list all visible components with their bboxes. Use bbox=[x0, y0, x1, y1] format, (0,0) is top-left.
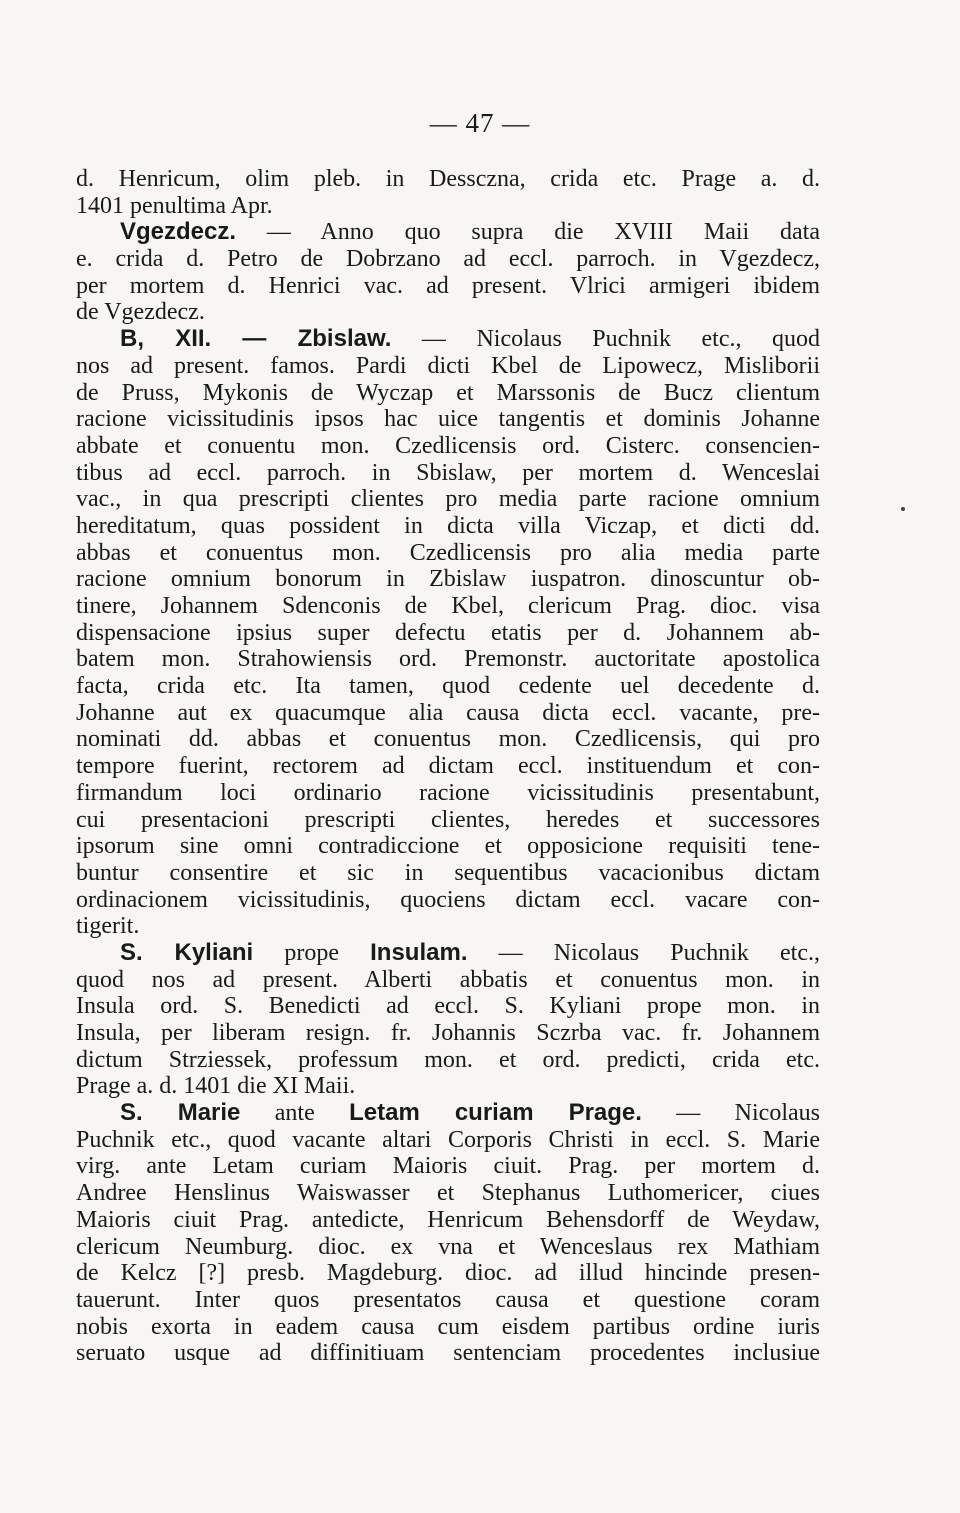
text-line bbox=[76, 807, 820, 834]
text-line bbox=[76, 700, 820, 727]
text-line bbox=[76, 1260, 820, 1287]
text-line bbox=[76, 1100, 820, 1127]
line-text: vac., in qua prescripti clientes pro media parte racione omnium bbox=[76, 486, 820, 513]
text-line bbox=[76, 540, 820, 567]
line-text: — Nicolaus Puchnik etc., quod bbox=[391, 326, 820, 353]
text-line bbox=[76, 273, 820, 300]
text-line bbox=[76, 1020, 820, 1047]
text-line bbox=[76, 246, 820, 273]
text-line bbox=[76, 967, 820, 994]
line-text: — Anno quo supra die XVIII Maii data bbox=[236, 219, 820, 246]
line-text: de Vgezdecz. bbox=[76, 299, 205, 326]
line-text: ante bbox=[240, 1100, 350, 1127]
line-text: d. Henricum, olim pleb. in Dessczna, crida etc. Prage a. d. bbox=[76, 166, 820, 192]
line-text: Insula ord. S. Benedicti ad eccl. S. Kyliani prope mon. in bbox=[76, 993, 820, 1020]
entry-heading: B, XII. — Zbislaw. bbox=[120, 326, 392, 353]
text-line bbox=[76, 1127, 820, 1154]
line-text: — Nicolaus Puchnik etc., bbox=[467, 939, 820, 966]
line-text: tempore fuerint, rectorem ad dictam eccl. instituendum et con- bbox=[76, 753, 820, 780]
text-line bbox=[76, 299, 820, 326]
text-line bbox=[76, 646, 820, 673]
line-text: nobis exorta in eadem causa cum eisdem partibus ordine iuris bbox=[76, 1313, 820, 1340]
line-text: prope bbox=[253, 939, 371, 966]
text-line bbox=[76, 193, 820, 220]
line-text: firmandum loci ordinario racione vicissitudinis presentabunt, bbox=[76, 779, 820, 806]
line-text: nominati dd. abbas et conuentus mon. Czedlicensis, qui pro bbox=[76, 726, 820, 753]
line-text: tauerunt. Inter quos presentatos causa et questione coram bbox=[76, 1286, 820, 1313]
text-line bbox=[76, 353, 820, 380]
line-text: facta, crida etc. Ita tamen, quod cedente uel decedente d. bbox=[76, 673, 820, 700]
text-line bbox=[76, 166, 820, 193]
line-text: dispensacione ipsius super defectu etatis per d. Johannem ab- bbox=[76, 619, 820, 646]
text-line bbox=[76, 1287, 820, 1314]
line-text: abbate et conuentu mon. Czedlicensis ord. Cisterc. consencien- bbox=[76, 432, 820, 459]
line-text: buntur consentire et sic in sequentibus vacacionibus dictam bbox=[76, 859, 820, 886]
line-text: Prage a. d. 1401 die XI Maii. bbox=[76, 1073, 356, 1100]
line-text: nos ad present. famos. Pardi dicti Kbel de Lipowecz, Misliborii bbox=[76, 352, 820, 379]
line-text: de Kelcz [?] presb. Magdeburg. dioc. ad illud hincinde presen- bbox=[76, 1260, 820, 1287]
body-text bbox=[76, 166, 820, 1367]
line-text: per mortem d. Henrici vac. ad present. Vlrici armigeri ibidem bbox=[76, 272, 820, 299]
line-text: — Nicolaus bbox=[641, 1100, 820, 1127]
text-line bbox=[76, 1340, 820, 1367]
text-line bbox=[76, 620, 820, 647]
line-text: cui presentacioni prescripti clientes, heredes et successores bbox=[76, 806, 820, 833]
line-text: e. crida d. Petro de Dobrzano ad eccl. parroch. in Vgezdecz, bbox=[76, 246, 820, 273]
line-text: de Pruss, Mykonis de Wyczap et Marssonis de Bucz clientum bbox=[76, 379, 820, 406]
text-line bbox=[76, 380, 820, 407]
text-line bbox=[76, 1180, 820, 1207]
line-text: dictum Strziessek, professum mon. et ord. predicti, crida etc. bbox=[76, 1046, 820, 1073]
text-line bbox=[76, 673, 820, 700]
entry-heading: S. Marie bbox=[120, 1100, 241, 1127]
line-text: ipsorum sine omni contradiccione et opposicione requisiti tene- bbox=[76, 833, 820, 860]
line-text: Johanne aut ex quacumque alia causa dicta eccl. vacante, pre- bbox=[76, 699, 820, 726]
text-line bbox=[76, 406, 820, 433]
text-line bbox=[76, 1207, 820, 1234]
text-line bbox=[76, 833, 820, 860]
entry-heading: Insulam. bbox=[370, 939, 468, 966]
line-text: ordinacionem vicissitudinis, quociens dictam eccl. vacare con- bbox=[76, 886, 820, 913]
line-text: virg. ante Letam curiam Maioris ciuit. Prag. per mortem d. bbox=[76, 1153, 820, 1180]
line-text: abbas et conuentus mon. Czedlicensis pro alia media parte bbox=[76, 539, 820, 566]
text-line bbox=[76, 326, 820, 353]
text-line bbox=[76, 433, 820, 460]
text-line bbox=[76, 1073, 820, 1100]
line-text: Andree Henslinus Waiswasser et Stephanus Luthomericer, ciues bbox=[76, 1180, 820, 1207]
text-line bbox=[76, 566, 820, 593]
line-text: tinere, Johannem Sdenconis de Kbel, clericum Prag. dioc. visa bbox=[76, 593, 820, 619]
text-line bbox=[76, 593, 820, 620]
line-text: Maioris ciuit Prag. antedicte, Henricum Behensdorff de Weydaw, bbox=[76, 1206, 820, 1233]
text-line bbox=[76, 486, 820, 513]
line-text: hereditatum, quas possident in dicta villa Viczap, et dicti dd. bbox=[76, 512, 820, 539]
line-text: seruato usque ad diffinitiuam sentenciam procedentes inclusiue bbox=[76, 1340, 820, 1367]
text-line bbox=[76, 1234, 820, 1261]
line-text: Puchnik etc., quod vacante altari Corporis Christi in eccl. S. Marie bbox=[76, 1126, 820, 1153]
text-line bbox=[76, 860, 820, 887]
entry-heading: S. Kyliani bbox=[120, 939, 254, 966]
text-line bbox=[76, 887, 820, 914]
text-line bbox=[76, 219, 820, 246]
line-text: tigerit. bbox=[76, 913, 140, 940]
line-text: tibus ad eccl. parroch. in Sbislaw, per mortem d. Wenceslai bbox=[76, 459, 820, 486]
line-text: batem mon. Strahowiensis ord. Premonstr. auctoritate apostolica bbox=[76, 646, 820, 673]
line-text: clericum Neumburg. dioc. ex vna et Wenceslaus rex Mathiam bbox=[76, 1233, 820, 1260]
text-line bbox=[76, 1314, 820, 1341]
entry-heading: Letam curiam Prage. bbox=[349, 1100, 642, 1127]
line-text: racione omnium bonorum in Zbislaw iuspatron. dinoscuntur ob- bbox=[76, 566, 820, 593]
text-line bbox=[76, 913, 820, 940]
text-line bbox=[76, 940, 820, 967]
text-line bbox=[76, 993, 820, 1020]
entry-heading: Vgezdecz. bbox=[120, 219, 237, 246]
line-text: quod nos ad present. Alberti abbatis et conuentus mon. in bbox=[76, 966, 820, 993]
print-speck bbox=[901, 507, 905, 511]
text-line bbox=[76, 726, 820, 753]
text-line bbox=[76, 1153, 820, 1180]
text-line bbox=[76, 780, 820, 807]
line-text: 1401 penultima Apr. bbox=[76, 192, 273, 219]
text-line bbox=[76, 753, 820, 780]
line-text: racione vicissitudinis ipsos hac uice tangentis et dominis Johanne bbox=[76, 406, 820, 433]
text-line bbox=[76, 513, 820, 540]
text-line bbox=[76, 1047, 820, 1074]
text-line bbox=[76, 460, 820, 487]
page-number: — 47 — bbox=[429, 108, 531, 138]
line-text: Insula, per liberam resign. fr. Johannis Sczrba vac. fr. Johannem bbox=[76, 1020, 820, 1046]
